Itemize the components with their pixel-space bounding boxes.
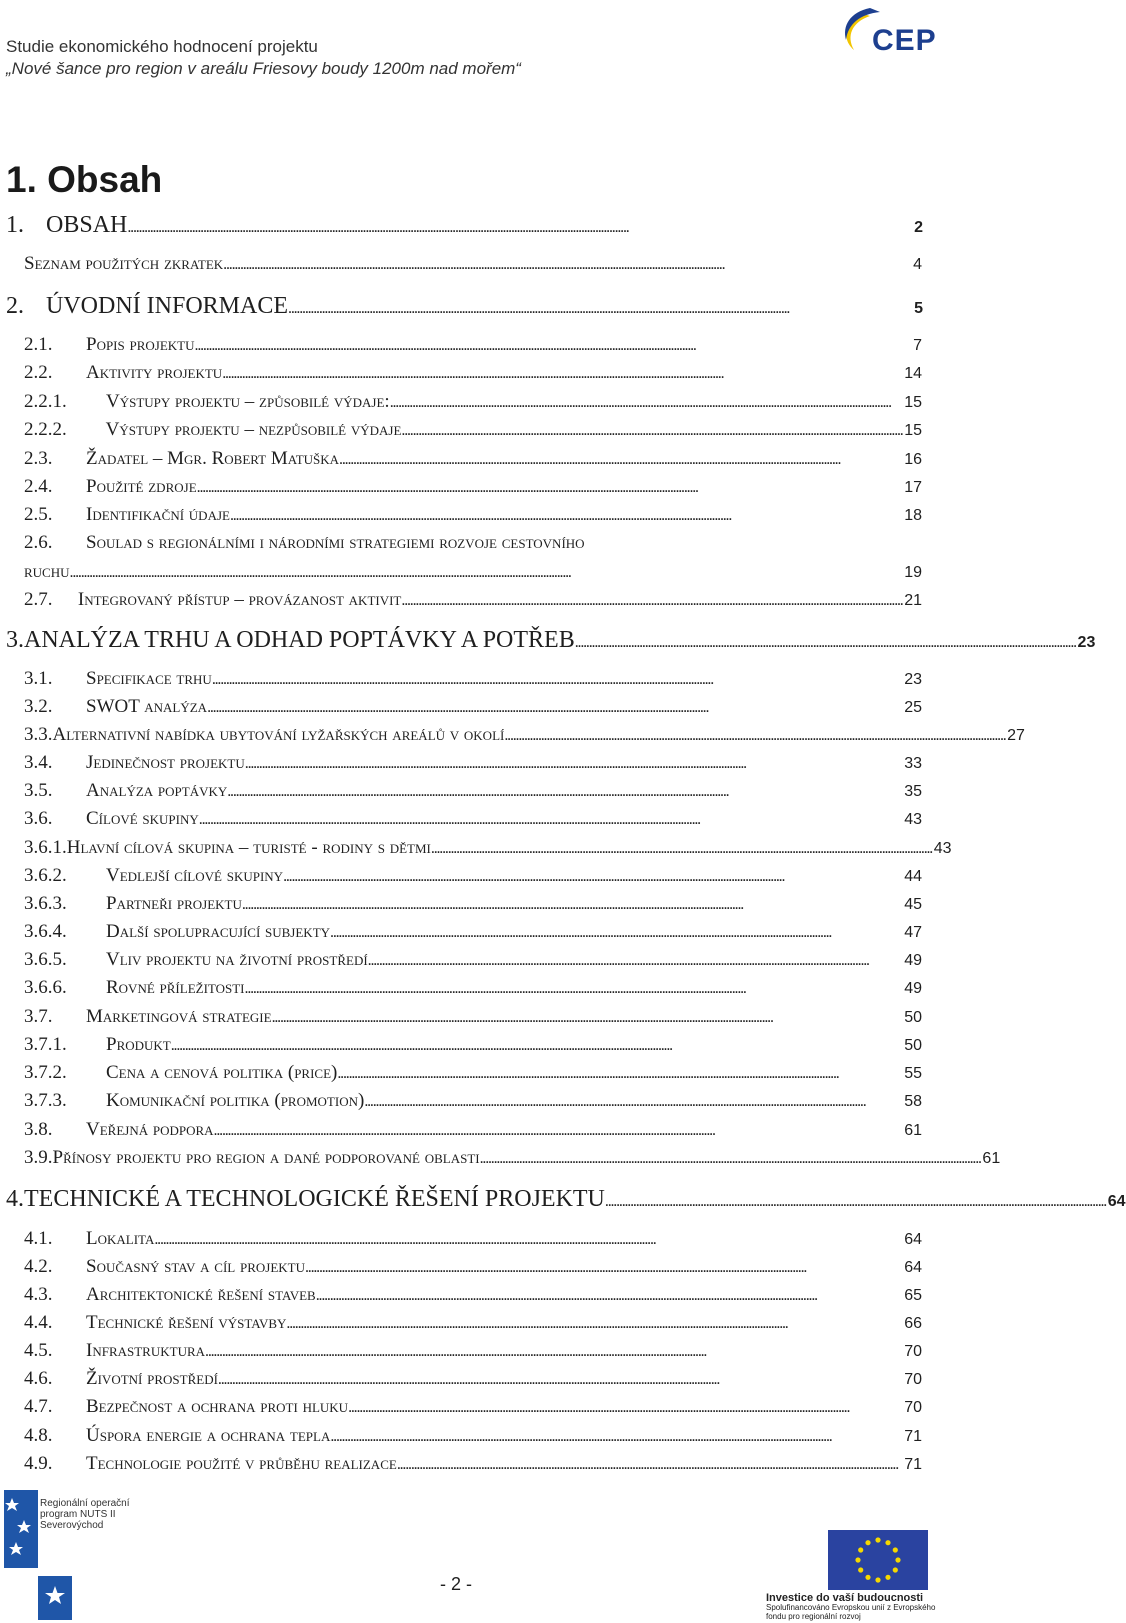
toc-leader (197, 476, 902, 498)
toc-leader (390, 391, 902, 413)
toc-leader (337, 1062, 901, 1084)
toc-leader (70, 561, 902, 583)
toc-entry-page: 15 (904, 422, 922, 439)
toc-leader (127, 212, 911, 239)
toc-leader (364, 1090, 901, 1112)
toc-entry-number: 2.2.2. (24, 419, 67, 440)
toc-entry[interactable] (24, 1256, 922, 1278)
toc-entry-page: 17 (904, 479, 922, 496)
toc-entry-page: 35 (904, 783, 922, 800)
toc-leader (330, 1425, 901, 1447)
toc-entry-title: Architektonické řešení staveb (86, 1284, 316, 1305)
toc-entry-number: 3.7.2. (24, 1062, 67, 1083)
toc-entry-title: Vliv projektu na životní prostředí (106, 949, 368, 970)
toc-entry-title: Výstupy projektu – nezpůsobilé výdaje (105, 419, 402, 440)
toc-entry-page: 58 (904, 1093, 922, 1110)
eu-star-icon (893, 1567, 898, 1572)
toc-entry[interactable] (24, 977, 922, 999)
toc-entry-page: 61 (982, 1150, 1001, 1167)
eu-star-icon (858, 1547, 863, 1552)
toc-entry[interactable] (24, 949, 922, 971)
toc-entry-page: 70 (904, 1399, 922, 1416)
toc-leader (283, 865, 901, 887)
eu-cofinancing: Spolufinancováno Evropskou unií z Evropského fondu pro regionální rozvoj (766, 1603, 936, 1621)
toc-leader (205, 1340, 901, 1362)
toc-entry-number: 3.6.5. (24, 949, 67, 970)
header-line-2: „Nové šance pro region v areálu Friesovy boudy 1200m nad mořem“ (6, 59, 521, 78)
toc-entry[interactable] (24, 391, 922, 413)
eu-slogan: Investice do vaší budoucnosti (766, 1592, 924, 1604)
toc-entry[interactable] (24, 1425, 922, 1447)
toc-entry-title: Současný stav a cíl projektu (86, 1256, 305, 1277)
toc-entry-page: 64 (1107, 1193, 1126, 1210)
toc-entry-title: SWOT analýza (86, 696, 208, 717)
toc-entry-page: 43 (933, 840, 952, 857)
toc-entry-number: 2.2.1. (24, 391, 67, 412)
page-header (0, 0, 960, 100)
toc-entry-title: Hlavní cílová skupina – turisté - rodiny s dětmi (66, 837, 431, 858)
toc-entry-title: Analýza poptávky (86, 780, 228, 801)
toc-entry-title: ÚVODNÍ INFORMACE (46, 293, 289, 319)
toc-entry-title: ANALÝZA TRHU A ODHAD POPTÁVKY A POTŘEB (24, 627, 575, 653)
toc-entry[interactable] (6, 627, 1096, 654)
toc-entry[interactable] (24, 504, 922, 526)
toc-leader (401, 589, 901, 611)
page-title: 1. Obsah (6, 159, 163, 200)
toc-entry[interactable] (24, 532, 922, 554)
rop-logo (4, 1490, 154, 1620)
toc-entry-title: TECHNICKÉ A TECHNOLOGICKÉ ŘEŠENÍ PROJEKTU (24, 1186, 605, 1212)
toc-entry-number: 2.5. (24, 504, 53, 525)
toc-leader (207, 696, 901, 718)
toc-entry-page: 5 (914, 300, 923, 317)
toc-entry[interactable] (24, 1006, 922, 1028)
toc-leader (212, 668, 901, 690)
toc-leader (401, 419, 901, 441)
toc-entry-page: 25 (904, 699, 922, 716)
toc-entry[interactable] (24, 419, 922, 441)
toc-entry[interactable] (24, 808, 922, 830)
toc-entry-number: 4.9. (24, 1453, 53, 1474)
toc-entry-title: Bezpečnost a ochrana proti hluku (86, 1396, 349, 1417)
toc-leader (305, 1256, 901, 1278)
toc-leader (223, 253, 910, 275)
toc-entry-title: Použité zdroje (86, 476, 197, 497)
toc-entry-page: 15 (904, 394, 922, 411)
toc-entry-page: 23 (1077, 634, 1096, 651)
toc-entry-title: Technologie použité v průběhu realizace (86, 1453, 397, 1474)
toc-entry-title: Soulad s regionálními i národními strategiemi rozvoje cestovního (86, 532, 585, 553)
toc-entry[interactable] (24, 476, 922, 498)
toc-entry-number: 2.1. (24, 334, 53, 355)
toc-entry[interactable] (24, 1368, 922, 1390)
toc-entry-page: 2 (914, 219, 923, 236)
toc-entry[interactable] (24, 1034, 922, 1056)
toc-entry[interactable] (24, 1340, 922, 1362)
toc-entry[interactable] (6, 293, 923, 320)
eu-star-icon (855, 1557, 860, 1562)
toc-entry-page: 33 (904, 755, 922, 772)
toc-leader (575, 627, 1075, 654)
toc-entry[interactable] (24, 1119, 922, 1141)
toc-entry[interactable] (24, 921, 922, 943)
toc-entry[interactable] (24, 1453, 922, 1475)
toc-entry[interactable] (24, 668, 922, 690)
toc-entry-title: Cena a cenová politika (price) (106, 1062, 338, 1083)
toc-entry-title: Aktivity projektu (86, 362, 223, 383)
toc-entry-number: 3.6.1. (24, 837, 67, 858)
toc-entry-number: 2.3. (24, 448, 53, 469)
toc-entry[interactable] (24, 589, 922, 611)
toc-entry-title: Identifikační údaje (86, 504, 230, 525)
toc-entry-number: 3.6. (24, 808, 53, 829)
toc-entry-title: Partneři projektu (106, 893, 242, 914)
toc-leader (605, 1186, 1105, 1213)
toc-leader (272, 1006, 902, 1028)
toc-entry-number: 3.9. (24, 1147, 53, 1168)
toc-entry-page: 44 (904, 868, 922, 885)
toc-entry-number: 3.7. (24, 1006, 53, 1027)
toc-entry-number: 3.6.6. (24, 977, 67, 998)
toc-entry-title: Technické řešení výstavby (86, 1312, 287, 1333)
toc-entry-number: 2. (6, 293, 24, 319)
toc-entry-title: Specifikace trhu (86, 668, 212, 689)
page-number: - 2 - (440, 1574, 473, 1594)
toc-entry-title: Alternativní nabídka ubytování lyžařských areálů v okolí (52, 724, 505, 745)
toc-entry-page: 61 (904, 1122, 922, 1139)
rop-flag-icon (4, 1490, 38, 1568)
toc-entry-number: 4.1. (24, 1228, 53, 1249)
toc-entry-title: Přínosy projektu pro region a dané podporované oblasti (52, 1147, 480, 1168)
toc-entry-number: 1. (6, 212, 24, 238)
toc-entry-page: 65 (904, 1287, 922, 1304)
toc-entry-page: 55 (904, 1065, 922, 1082)
toc-entry-title: Žadatel – Mgr. Robert Matuška (86, 448, 340, 469)
toc-leader (218, 1368, 901, 1390)
toc-leader (171, 1034, 901, 1056)
rop-star-block-icon (38, 1576, 72, 1620)
toc-leader (222, 362, 901, 384)
toc-leader (245, 977, 902, 999)
toc-entry-page: 64 (904, 1231, 922, 1248)
toc-entry-page: 43 (904, 811, 922, 828)
toc-entry-page: 49 (904, 980, 922, 997)
cep-logo (836, 4, 960, 68)
eu-star-icon (885, 1540, 890, 1545)
toc-entry-number: 4.2. (24, 1256, 53, 1277)
eu-star-icon (893, 1547, 898, 1552)
toc-entry-number: 4.7. (24, 1396, 53, 1417)
toc-entry-title: Komunikační politika (promotion) (106, 1090, 365, 1111)
toc-entry[interactable] (24, 362, 922, 384)
toc-entry-title: Cílové skupiny (86, 808, 199, 829)
toc-leader (330, 921, 901, 943)
eu-logo (760, 1530, 960, 1620)
toc-entry-number: 3.6.2. (24, 865, 67, 886)
toc-entry-title: Rovné příležitosti (106, 977, 245, 998)
toc-entry-page: 4 (913, 256, 922, 273)
toc-entry[interactable] (24, 696, 922, 718)
eu-star-icon (875, 1577, 880, 1582)
toc-leader (397, 1453, 901, 1475)
toc-entry-number: 3. (6, 627, 24, 653)
toc-entry-number: 3.8. (24, 1119, 53, 1140)
toc-entry-page: 47 (904, 924, 922, 941)
eu-logo-text (766, 1594, 956, 1621)
toc-entry-title: Veřejná podpora (86, 1119, 214, 1140)
toc-entry[interactable] (24, 448, 922, 470)
toc-entry-page: 23 (904, 671, 922, 688)
rop-logo-text: Regionální operační program NUTS II Severovýchod (40, 1498, 130, 1531)
toc-leader (227, 780, 901, 802)
toc-leader (288, 293, 911, 320)
toc-entry-number: 4.8. (24, 1425, 53, 1446)
toc-entry-title: Produkt (106, 1034, 171, 1055)
toc-entry-number: 2.6. (24, 532, 53, 553)
toc-leader (230, 504, 901, 526)
toc-entry[interactable] (24, 893, 922, 915)
toc-entry-page: 14 (904, 365, 922, 382)
eu-star-icon (865, 1575, 870, 1580)
toc-leader (214, 1119, 902, 1141)
toc-entry-number: 4.6. (24, 1368, 53, 1389)
toc-entry-page: 50 (904, 1037, 922, 1054)
toc-entry-number: 4. (6, 1186, 24, 1212)
toc-entry-number: 4.4. (24, 1312, 53, 1333)
eu-star-icon (895, 1557, 900, 1562)
toc-entry-page: 16 (904, 451, 922, 468)
toc-entry-title: Životní prostředí (86, 1368, 218, 1389)
toc-entry-number: 2.2. (24, 362, 53, 383)
toc-entry-number: 3.7.1. (24, 1034, 67, 1055)
toc-entry[interactable] (24, 334, 922, 356)
toc-entry-page: 19 (904, 564, 922, 581)
toc-entry-title: Integrovaný přístup – provázanost aktivit (77, 589, 402, 610)
toc-entry[interactable] (6, 212, 923, 239)
toc-leader (504, 724, 1004, 746)
toc-leader (348, 1396, 901, 1418)
toc-entry-page: 7 (913, 337, 922, 354)
toc-leader (431, 837, 931, 859)
toc-entry-title: Úspora energie a ochrana tepla (86, 1425, 331, 1446)
eu-flag-icon (828, 1530, 928, 1590)
toc-leader (245, 752, 901, 774)
toc-entry-number: 4.3. (24, 1284, 53, 1305)
eu-star-icon (875, 1537, 880, 1542)
toc-entry[interactable] (24, 1147, 1001, 1169)
toc-entry-page: 21 (904, 592, 922, 609)
header-line-1: Studie ekonomického hodnocení projektu (6, 37, 318, 56)
toc-entry[interactable] (24, 865, 922, 887)
toc-entry-number: 3.7.3. (24, 1090, 67, 1111)
toc-entry-number: 3.6.3. (24, 893, 67, 914)
header-text (6, 36, 521, 80)
eu-star-icon (858, 1567, 863, 1572)
eu-star-icon (865, 1540, 870, 1545)
toc-entry[interactable] (24, 837, 952, 859)
toc-entry[interactable] (24, 1062, 922, 1084)
toc-entry-number: 2.7. (24, 589, 53, 610)
toc-entry[interactable] (24, 752, 922, 774)
toc-leader (480, 1147, 980, 1169)
toc-entry-page: 49 (904, 952, 922, 969)
toc-leader (195, 334, 911, 356)
toc-entry[interactable] (24, 780, 922, 802)
cep-logo-text: CEP (872, 24, 937, 57)
toc-entry-title: Další spolupracující subjekty (106, 921, 331, 942)
eu-star-icon (885, 1575, 890, 1580)
toc-entry-title: Popis projektu (86, 334, 195, 355)
toc-entry-title: Jedinečnost projektu (86, 752, 245, 773)
toc-entry-title: Lokalita (86, 1228, 155, 1249)
toc-entry-number: 3.6.4. (24, 921, 67, 942)
toc-entry[interactable] (24, 561, 922, 583)
toc-entry-title: Infrastruktura (86, 1340, 206, 1361)
toc-entry-title: Marketingová strategie (86, 1006, 272, 1027)
toc-entry-number: 3.4. (24, 752, 53, 773)
toc-entry-page: 50 (904, 1009, 922, 1026)
toc-entry-number: 3.1. (24, 668, 53, 689)
toc-leader (316, 1284, 901, 1306)
toc-entry-number: 3.5. (24, 780, 53, 801)
toc-entry[interactable] (24, 1312, 922, 1334)
toc-entry-title: ruchu (24, 561, 70, 582)
toc-entry-page: 66 (904, 1315, 922, 1332)
toc-entry-title: Seznam použitých zkratek (24, 253, 224, 274)
toc-entry[interactable] (24, 1090, 922, 1112)
toc-entry-page: 71 (904, 1428, 922, 1445)
toc-entry-page: 27 (1007, 727, 1025, 744)
toc-entry[interactable] (24, 724, 1025, 746)
toc-leader (368, 949, 902, 971)
toc-entry[interactable] (24, 253, 922, 275)
toc-entry[interactable] (24, 1284, 922, 1306)
toc-leader (286, 1312, 901, 1334)
toc-leader (339, 448, 901, 470)
toc-entry[interactable] (24, 1228, 922, 1250)
toc-entry-page: 45 (904, 896, 922, 913)
toc-leader (199, 808, 901, 830)
toc-leader (154, 1228, 901, 1250)
toc-entry-number: 3.2. (24, 696, 53, 717)
toc-entry-number: 4.5. (24, 1340, 53, 1361)
toc-entry-page: 18 (904, 507, 922, 524)
toc-entry-title: Vedlejší cílové skupiny (106, 865, 284, 886)
toc-entry[interactable] (6, 1186, 1126, 1213)
toc-leader (242, 893, 901, 915)
toc-entry[interactable] (24, 1396, 922, 1418)
toc-entry-number: 2.4. (24, 476, 53, 497)
toc-entry-title: Výstupy projektu – způsobilé výdaje: (106, 391, 390, 412)
toc-entry-number: 3.3. (24, 724, 53, 745)
toc-entry-page: 70 (904, 1371, 922, 1388)
toc-entry-title: OBSAH (46, 212, 128, 238)
toc-entry-page: 71 (904, 1456, 922, 1473)
toc-entry-page: 64 (904, 1259, 922, 1276)
toc-entry-page: 70 (904, 1343, 922, 1360)
